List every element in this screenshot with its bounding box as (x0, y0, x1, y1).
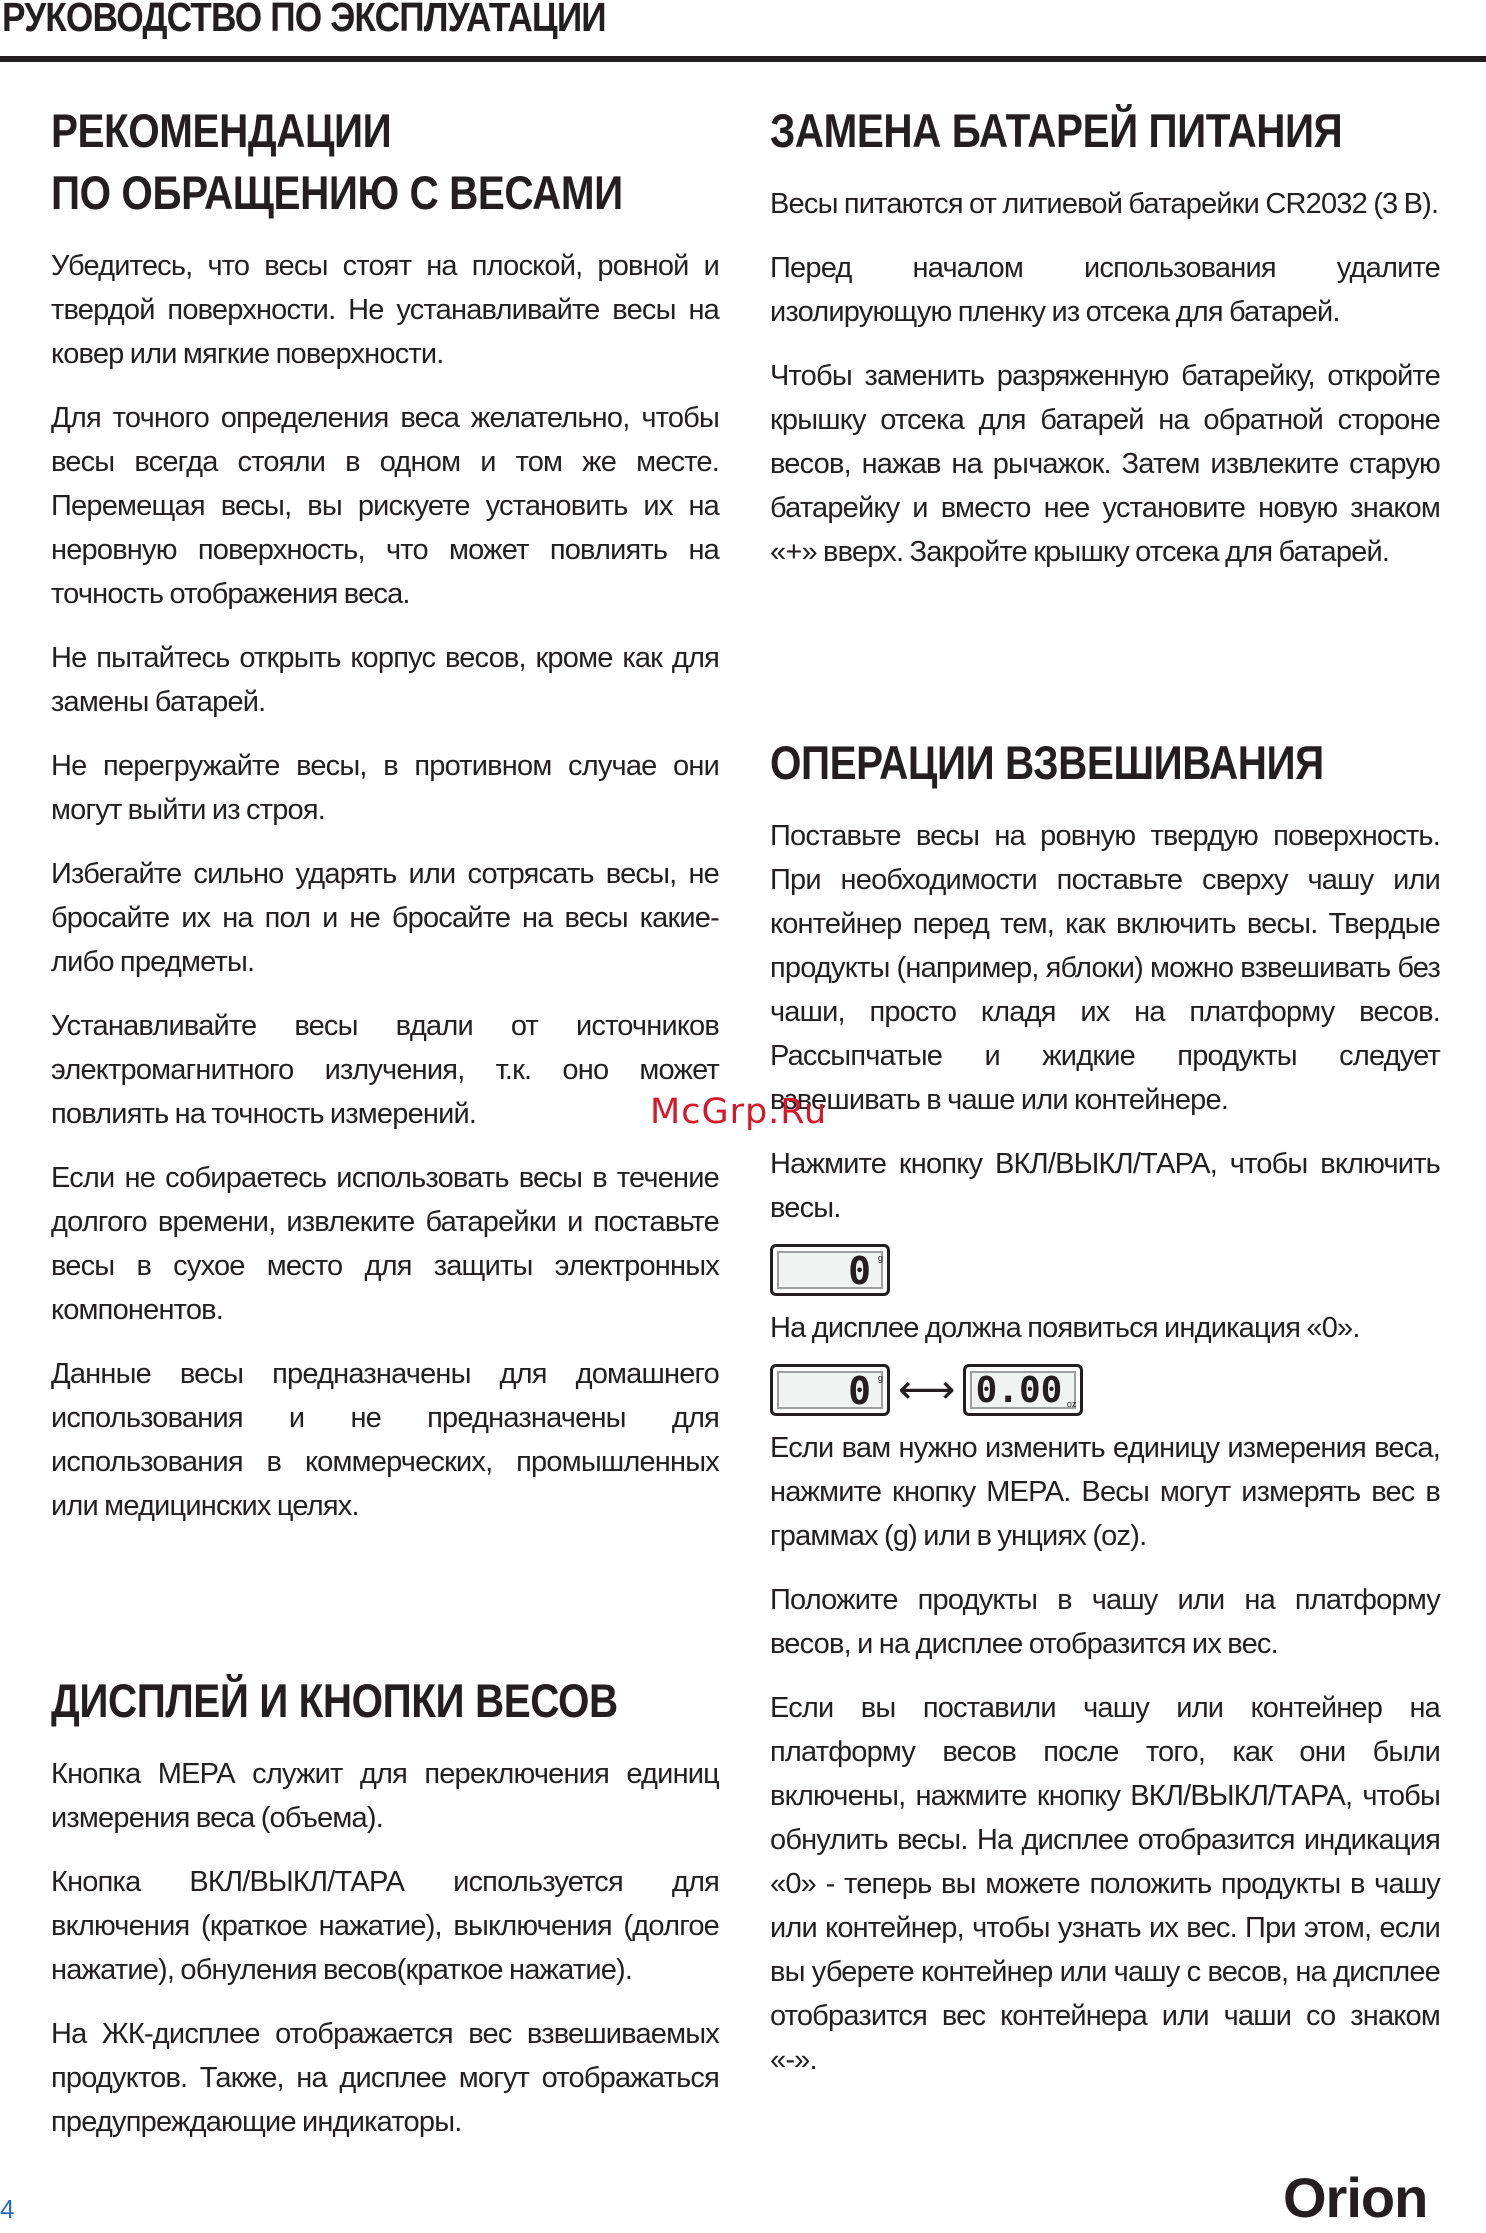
section-title-line: ЗАМЕНА БАТАРЕЙ ПИТАНИЯ (770, 104, 1343, 157)
paragraph: Не пытайтесь открыть корпус весов, кроме как для замены батарей. (51, 642, 719, 718)
lcd-unit: oz (1066, 1399, 1077, 1409)
section-title-line: ОПЕРАЦИИ ВЗВЕШИВАНИЯ (770, 736, 1324, 789)
paragraph: Данные весы предназначены для домашнего использования и не предназначены для использования в коммерческих, промышленных или медицинских целях. (51, 1358, 719, 1522)
paragraph: Кнопка ВКЛ/ВЫКЛ/ТАРА используется для включения (краткое нажатие), выключения (долгое нажатие), обнуления весов(краткое нажатие). (51, 1866, 719, 1986)
section-title-line: РЕКОМЕНДАЦИИ (51, 104, 392, 157)
manual-title: РУКОВОДСТВО ПО ЭКСПЛУАТАЦИИ (2, 0, 606, 40)
double-arrow-icon: ⟷ (898, 1367, 956, 1413)
lcd-illustration-zero (770, 1244, 1440, 1296)
paragraph: Чтобы заменить разряженную батарейку, откройте крышку отсека для батарей на обратной стороне весов, нажав на рычажок. Затем извлеките старую батарейку и вместо нее установите новую знаком «+» вверх. Закройте крышку отсека для батарей. (770, 360, 1440, 568)
paragraph: Если вы поставили чашу или контейнер на платформу весов после того, как они были включены, нажмите кнопку ВКЛ/ВЫКЛ/ТАРА, чтобы обнулить весы. На дисплее отобразится индикация «0» - теперь вы можете положить продукты в чашу или контейнер, чтобы узнать их вес. При этом, если вы уберете контейнер или чашу с весов, на дисплее отобразится вес контейнера или чаши со знаком «-». (770, 1692, 1440, 2076)
section-title-line: ДИСПЛЕЙ И КНОПКИ ВЕСОВ (51, 1674, 618, 1727)
paragraph: Избегайте сильно ударять или сотрясать весы, не бросайте их на пол и не бросайте на весы какие-либо предметы. (51, 858, 719, 978)
section-title-weighing (770, 732, 1440, 794)
page-number: 4 (0, 2194, 15, 2224)
page-header (0, 0, 1486, 64)
right-column (770, 100, 1440, 2082)
paragraph: На ЖК-дисплее отображается вес взвешиваемых продуктов. Также, на дисплее могут отображаться предупреждающие индикаторы. (51, 2018, 719, 2138)
lcd-display-ounces (963, 1364, 1083, 1416)
lcd-unit: g (877, 1253, 883, 1263)
lcd-value: 0.00 (975, 1370, 1063, 1411)
lcd-unit: g (877, 1373, 883, 1383)
lcd-illustration-units (770, 1364, 1440, 1416)
header-divider (0, 56, 1486, 62)
paragraph: Нажмите кнопку ВКЛ/ВЫКЛ/ТАРА, чтобы включить весы. (770, 1148, 1440, 1224)
section-title-line: ПО ОБРАЩЕНИЮ С ВЕСАМИ (51, 166, 623, 219)
section-title-display-buttons (51, 1670, 719, 1732)
section-title-handling (51, 100, 719, 224)
lcd-display (770, 1244, 890, 1296)
paragraph: Перед началом использования удалите изолирующую пленку из отсека для батарей. (770, 252, 1440, 328)
paragraph: Если вам нужно изменить единицу измерения веса, нажмите кнопку МЕРА. Весы могут измерять вес в граммах (g) или в унциях (oz). (770, 1432, 1440, 1552)
brand-logo: Orion (1283, 2166, 1428, 2229)
paragraph: Положите продукты в чашу или на платформу весов, и на дисплее отобразится их вес. (770, 1584, 1440, 1660)
paragraph: Поставьте весы на ровную твердую поверхность. При необходимости поставьте сверху чашу или контейнер перед тем, как включить весы. Твердые продукты (например, яблоки) можно взвешивать без чаши, просто кладя их на платформу весов. Рассыпчатые и жидкие продукты следует взвешивать в чаше или контейнере. (770, 820, 1440, 1116)
section-title-battery (770, 100, 1440, 162)
paragraph: Кнопка МЕРА служит для переключения единиц измерения веса (объема). (51, 1758, 719, 1834)
paragraph: На дисплее должна появиться индикация «0». (770, 1312, 1360, 1344)
lcd-display-grams (770, 1364, 890, 1416)
lcd-value: 0 (848, 1249, 873, 1293)
watermark: McGrp.Ru (650, 1092, 828, 1132)
left-column (51, 100, 719, 2144)
paragraph: Убедитесь, что весы стоят на плоской, ровной и твердой поверхности. Не устанавливайте весы на ковер или мягкие поверхности. (51, 250, 719, 370)
paragraph: Устанавливайте весы вдали от источников электромагнитного излучения, т.к. оно может повлиять на точность измерений. (51, 1010, 719, 1130)
paragraph: Весы питаются от литиевой батарейки CR2032 (3 В). (770, 188, 1439, 220)
paragraph: Если не собираетесь использовать весы в течение долгого времени, извлеките батарейки и поставьте весы в сухое место для защиты электронных компонентов. (51, 1162, 719, 1326)
paragraph: Не перегружайте весы, в противном случае они могут выйти из строя. (51, 750, 719, 826)
paragraph: Для точного определения веса желательно, чтобы весы всегда стояли в одном и том же месте. Перемещая весы, вы рискуете установить их на неровную поверхность, что может повлиять на точность отображения веса. (51, 402, 719, 610)
lcd-value: 0 (848, 1369, 873, 1413)
